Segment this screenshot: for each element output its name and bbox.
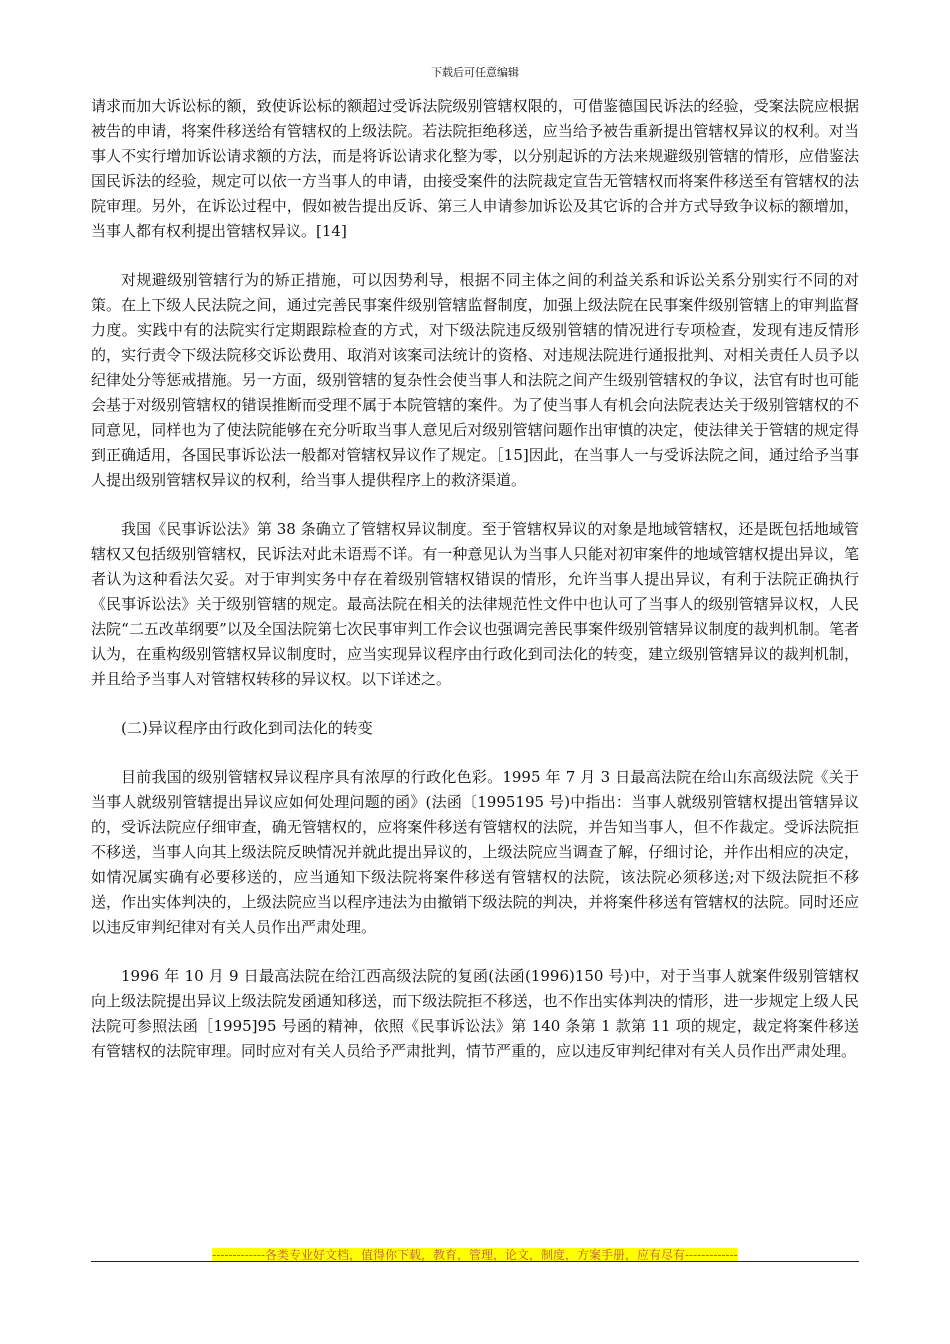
footer-divider xyxy=(91,1261,859,1262)
paragraph-1995-letter: 目前我国的级别管辖权异议程序具有浓厚的行政化色彩。1995 年 7 月 3 日最高法院在给山东高级法院《关于当事人就级别管辖提出异议应如何处理问题的函》(法函〔1995195 号)中指出：当事人就级别管辖权提出管辖异议的，受诉法院应仔细审查，确无管辖权的，应将案件移送有管辖权的法院，并告知当事人，但不作裁定。受诉法院拒不移送，当事人向其上级法院反映情况并就此提出异议的，上级法院应当调查了解，仔细讨论，并作出相应的决定，如情况属实确有必要移送的，应当通知下级法院将案件移送有管辖权的法院，该法院必须移送;对下级法院拒不移送，作出实体判决的，上级法院应当以程序违法为由撤销下级法院的判决，并将案件移送有管辖权的法院。同时还应以违反审判纪律对有关人员作出严肃处理。 xyxy=(91,768,859,936)
page-header: 下载后可任意编辑 xyxy=(431,66,519,79)
footer-banner-text: -------------各类专业好文档，值得你下载，教育，管理，论文，制度，方案手册，应有尽有------------- xyxy=(212,1248,738,1262)
paragraph-1996-reply: 1996 年 10 月 9 日最高法院在给江西高级法院的复函(法函(1996)150 号)中，对于当事人就案件级别管辖权向上级法院提出异议上级法院发函通知移送，而下级法院拒不移送，也不作出实体判决的情形，进一步规定上级人民法院可参照法函［1995]95 号函的精神，依照《民事诉讼法》第 140 条第 1 款第 11 项的规定，裁定将案件移送有管辖权的法院审理。同时应对有关人员给予严肃批判，情节严重的，应以违反审判纪律对有关人员作出严肃处理。 xyxy=(91,967,859,1060)
paragraph-continuation: 请求而加大诉讼标的额，致使诉讼标的额超过受诉法院级别管辖权限的，可借鉴德国民诉法的经验，受案法院应根据被告的申请，将案件移送给有管辖权的上级法院。若法院拒绝移送，应当给予被告重新提出管辖权异议的权利。对当事人不实行增加诉讼请求额的方法，而是将诉讼请求化整为零，以分别起诉的方法来规避级别管辖的情形，应借鉴法国民诉法的经验，规定可以依一方当事人的申请，由接受案件的法院裁定宣告无管辖权而将案件移送至有管辖权的法院审理。另外，在诉讼过程中，假如被告提出反诉、第三人申请参加诉讼及其它诉的合并方式导致争议标的额增加，当事人都有权利提出管辖权异议。[14] xyxy=(91,97,859,240)
document-body xyxy=(91,94,859,1064)
section-heading: (二)异议程序由行政化到司法化的转变 xyxy=(121,719,373,737)
paragraph-remedy-measures: 对规避级别管辖行为的矫正措施，可以因势利导，根据不同主体之间的利益关系和诉讼关系分别实行不同的对策。在上下级人民法院之间，通过完善民事案件级别管辖监督制度，加强上级法院在民事案件级别管辖上的审判监督力度。实践中有的法院实行定期跟踪检查的方式，对下级法院违反级别管辖的情况进行专项检查，发现有违反情形的，实行责令下级法院移交诉讼费用、取消对该案司法统计的资格、对违规法院进行通报批判、对相关责任人员予以纪律处分等惩戒措施。另一方面，级别管辖的复杂性会使当事人和法院之间产生级别管辖权的争议，法官有时也可能会基于对级别管辖权的错误推断而受理不属于本院管辖的案件。为了使当事人有机会向法院表达关于级别管辖权的不同意见，同样也为了使法院能够在充分听取当事人意见后对级别管辖问题作出审慎的决定，使法律关于管辖的规定得到正确适用，各国民事诉讼法一般都对管辖权异议作了规定。［15]因此，在当事人一与受诉法院之间，通过给予当事人提出级别管辖权异议的权利，给当事人提供程序上的救济渠道。 xyxy=(91,271,859,489)
paragraph-objection-system: 我国《民事诉讼法》第 38 条确立了管辖权异议制度。至于管辖权异议的对象是地域管辖权，还是既包括地域管辖权又包括级别管辖权，民诉法对此未语焉不详。有一种意见认为当事人只能对初审案件的地域管辖权提出异议，笔者认为这种看法欠妥。对于审判实务中存在着级别管辖权错误的情形，允许当事人提出异议，有利于法院正确执行《民事诉讼法》关于级别管辖的规定。最高法院在相关的法律规范性文件中也认可了当事人的级别管辖异议权，人民法院“二五改革纲要”以及全国法院第七次民事审判工作会议也强调完善民事案件级别管辖异议制度的裁判机制。笔者认为，在重构级别管辖权异议制度时，应当实现异议程序由行政化到司法化的转变，建立级别管辖异议的裁判机制，并且给予当事人对管辖权转移的异议权。以下详述之。 xyxy=(91,520,859,688)
